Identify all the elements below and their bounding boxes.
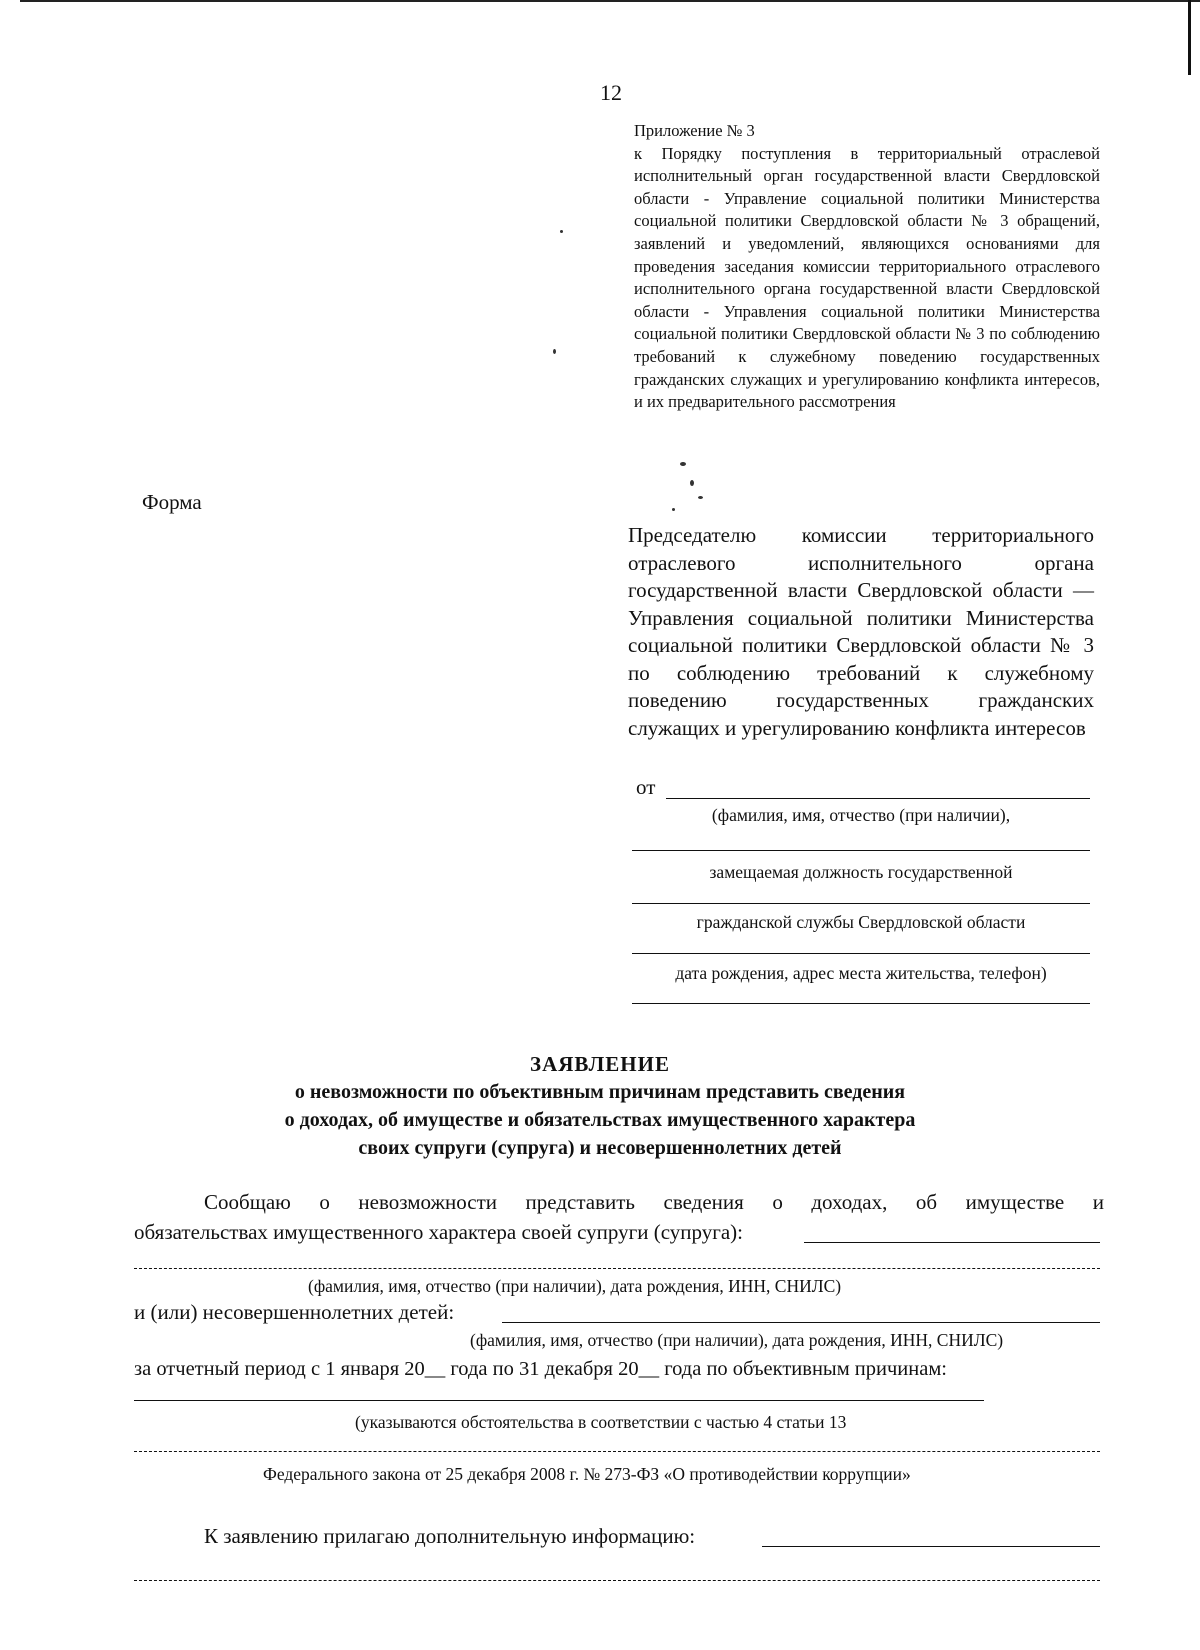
body-paragraph-line1 [204, 1190, 1104, 1215]
appendix-title: Приложение № 3 [634, 121, 755, 140]
page-number: 12 [600, 80, 622, 105]
word: об [915, 1190, 938, 1214]
appendix-block [634, 120, 1100, 414]
phone-line [632, 1003, 1090, 1004]
form-label: Форма [142, 490, 202, 514]
attachment-full-line [134, 1580, 1100, 1581]
attachment-label: К заявлению прилагаю дополнительную информацию: [204, 1524, 696, 1548]
scan-top-edge [20, 0, 1200, 2]
reasons-line-1 [134, 1400, 984, 1401]
word: представить [525, 1190, 635, 1214]
scan-speck [680, 462, 686, 466]
statement-subtitle-2: о доходах, об имуществе и обязательствах имущественного характера [284, 1109, 916, 1131]
statement-title: ЗАЯВЛЕНИЕ [530, 1052, 670, 1076]
body-paragraph-line2: обязательствах имущественного характера своей супруги (супруга): [134, 1220, 744, 1244]
caption-position: замещаемая должность государственной [709, 862, 1013, 882]
caption-service: гражданской службы Свердловской области [696, 912, 1026, 932]
caption-fullname: (фамилия, имя, отчество (при наличии), [711, 805, 1011, 825]
statement-heading [0, 1050, 1200, 1162]
from-name-line [666, 798, 1090, 799]
scan-speck [553, 349, 556, 354]
caption-law: Федерального закона от 25 декабря 2008 г. № 273-ФЗ «О противодействии коррупции» [263, 1464, 911, 1484]
reasons-line-2 [134, 1451, 1100, 1452]
word: Сообщаю [204, 1190, 291, 1214]
caption-spouse: (фамилия, имя, отчество (при наличии), дата рождения, ИНН, СНИЛС) [308, 1276, 842, 1296]
scan-speck [672, 508, 675, 511]
children-label: и (или) несовершеннолетних детей: [134, 1300, 455, 1324]
scan-speck [690, 480, 694, 486]
birth-address-line [632, 953, 1090, 954]
scan-speck [560, 230, 563, 233]
statement-subtitle-3: своих супруги (супруга) и несовершеннолетних детей [358, 1137, 842, 1159]
word: о [772, 1190, 783, 1214]
caption-birth-address: дата рождения, адрес места жительства, телефон) [675, 963, 1047, 983]
scan-speck [698, 496, 703, 499]
service-line [632, 903, 1090, 904]
from-label: от [636, 775, 656, 799]
caption-children: (фамилия, имя, отчество (при наличии), дата рождения, ИНН, СНИЛС) [470, 1330, 1004, 1350]
addressee-block: Председателю комиссии территориального отраслевого исполнительного органа государственной власти Свердловской области — Управления социальной политики Министерства социальной политики Свердловской области № 3 по соблюдению требований к служебному поведению государственных гражданских служащих и урегулированию конфликта интересов [628, 523, 1094, 740]
word: о [319, 1190, 330, 1214]
spouse-full-line [134, 1268, 1100, 1269]
word: сведения [663, 1190, 744, 1214]
position-line [632, 850, 1090, 851]
appendix-text: к Порядку поступления в территориальный отраслевой исполнительный орган государственной власти Свердловской области - Управление социальной политики Министерства социальной политики Свердловской области № 3 обращений, заявлений и уведомлений, являющихся основаниями для проведения заседания комиссии территориального отраслевого исполнительного органа государственной власти Свердловской области - Управления социальной политики Министерства социальной политики Свердловской области № 3 по соблюдению требований к служебному поведению государственных гражданских служащих и урегулированию конфликта интересов, и их предварительного рассмотрения [634, 143, 1100, 412]
word: и [1092, 1190, 1104, 1214]
caption-circumstances: (указываются обстоятельства в соответствии с частью 4 статьи 13 [355, 1412, 847, 1432]
spouse-inline-line [804, 1242, 1100, 1243]
statement-subtitle-1: о невозможности по объективным причинам представить сведения [294, 1081, 906, 1103]
children-line [502, 1322, 1100, 1323]
word: доходах, [811, 1190, 888, 1214]
scan-right-edge [1188, 0, 1191, 75]
attachment-inline-line [762, 1546, 1100, 1547]
word: имуществе [965, 1190, 1065, 1214]
period-line: за отчетный период с 1 января 20__ года по 31 декабря 20__ года по объективным причинам: [134, 1358, 948, 1380]
word: невозможности [358, 1190, 498, 1214]
